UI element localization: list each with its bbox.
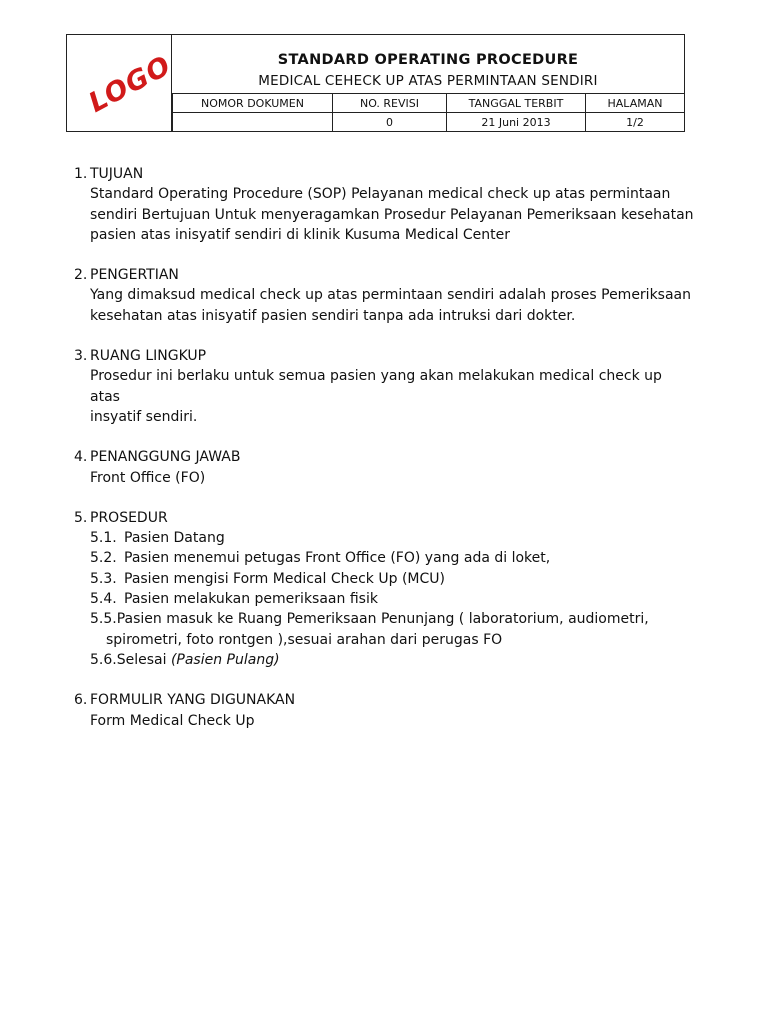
body-line: pasien atas inisyatif sendiri di klinik Kusuma Medical Center (90, 226, 511, 243)
logo-cell (66, 35, 177, 131)
step-text: Pasien masuk ke Ruang Pemeriksaan Penunjang ( laboratorium, audiometri, (116, 611, 649, 628)
section-body (74, 711, 694, 731)
section-formulir (74, 690, 694, 731)
col-nomor-dokumen: NOMOR DOKUMEN (173, 94, 333, 113)
step-note: (Pasien Pulang) (170, 651, 280, 668)
body-line: Yang dimaksud medical check up atas permintaan sendiri adalah proses Pemeriksaan (90, 287, 692, 304)
body-line: sendiri Bertujuan Untuk menyeragamkan Prosedur Pelayanan Pemeriksaan kesehatan (90, 206, 694, 223)
step-text: Pasien mengisi Form Medical Check Up (MCU) (124, 570, 445, 587)
step-text: Selesai (116, 651, 167, 668)
section-heading (74, 690, 694, 710)
col-tanggal-terbit: TANGGAL TERBIT (447, 94, 586, 113)
body-line: Standard Operating Procedure (SOP) Pelayanan medical check up atas permintaan (90, 186, 671, 203)
step-number: 5.3. (90, 570, 117, 587)
section-body (74, 366, 694, 427)
document-title: STANDARD OPERATING PROCEDURE (277, 52, 579, 68)
section-body (74, 184, 694, 245)
section-heading (74, 164, 694, 184)
procedure-step (74, 528, 694, 548)
section-title: PROSEDUR (90, 509, 168, 526)
document-header (66, 34, 685, 132)
section-tujuan (74, 164, 694, 245)
section-heading (74, 265, 694, 285)
section-title: RUANG LINGKUP (90, 348, 207, 365)
body-line: Front Office (FO) (90, 469, 206, 486)
procedure-step (74, 650, 694, 670)
step-text: Pasien melakukan pemeriksaan fisik (124, 591, 378, 608)
step-continuation: spirometri, foto rontgen ),sesuai arahan dari perugas FO (106, 631, 503, 648)
step-text: Pasien Datang (124, 530, 225, 547)
col-halaman: HALAMAN (586, 94, 685, 113)
section-number: 4. (74, 449, 88, 466)
step-number: 5.1. (90, 530, 117, 547)
tanggal-terbit-value: 21 Juni 2013 (447, 113, 586, 132)
section-number: 5. (74, 509, 88, 526)
step-number: 5.4. (90, 591, 117, 608)
document-subtitle: MEDICAL CEHECK UP ATAS PERMINTAAN SENDIRI (258, 73, 598, 89)
body-line: kesehatan atas inisyatif pasien sendiri tanpa ada intruksi dari dokter. (90, 307, 576, 324)
info-header-row (173, 94, 685, 113)
section-number: 2. (74, 267, 88, 284)
body-line: Prosedur ini berlaku untuk semua pasien yang akan melakukan medical check up atas (90, 368, 662, 405)
section-title: FORMULIR YANG DIGUNAKAN (90, 692, 296, 709)
procedure-step (74, 589, 694, 609)
section-body (74, 468, 694, 488)
section-pengertian (74, 265, 694, 326)
procedure-step (74, 609, 694, 629)
procedure-step (74, 548, 694, 568)
info-value-row (173, 113, 685, 132)
section-title: PENANGGUNG JAWAB (90, 449, 241, 466)
section-number: 3. (74, 348, 88, 365)
section-ruang-lingkup (74, 346, 694, 427)
procedure-step (74, 569, 694, 589)
section-heading (74, 346, 694, 366)
step-number: 5.5. (90, 611, 117, 628)
logo: LOGO (83, 50, 177, 119)
section-heading (74, 508, 694, 528)
step-number: 5.2. (90, 550, 117, 567)
step-text: Pasien menemui petugas Front Office (FO) yang ada di loket, (124, 550, 551, 567)
section-number: 6. (74, 692, 88, 709)
document-body (74, 164, 694, 751)
section-number: 1. (74, 166, 88, 182)
nomor-dokumen-value (173, 113, 333, 132)
section-prosedur (74, 508, 694, 670)
no-revisi-value: 0 (333, 113, 447, 132)
body-line: insyatif sendiri. (90, 408, 198, 425)
col-no-revisi: NO. REVISI (333, 94, 447, 113)
document-info-table (172, 93, 685, 132)
body-line: Form Medical Check Up (90, 712, 255, 729)
section-title: PENGERTIAN (90, 267, 179, 284)
section-title: TUJUAN (90, 166, 144, 182)
section-penanggung-jawab (74, 447, 694, 488)
halaman-value: 1/2 (586, 113, 685, 132)
section-heading (74, 447, 694, 467)
section-body (74, 285, 694, 326)
step-number: 5.6. (90, 651, 117, 668)
